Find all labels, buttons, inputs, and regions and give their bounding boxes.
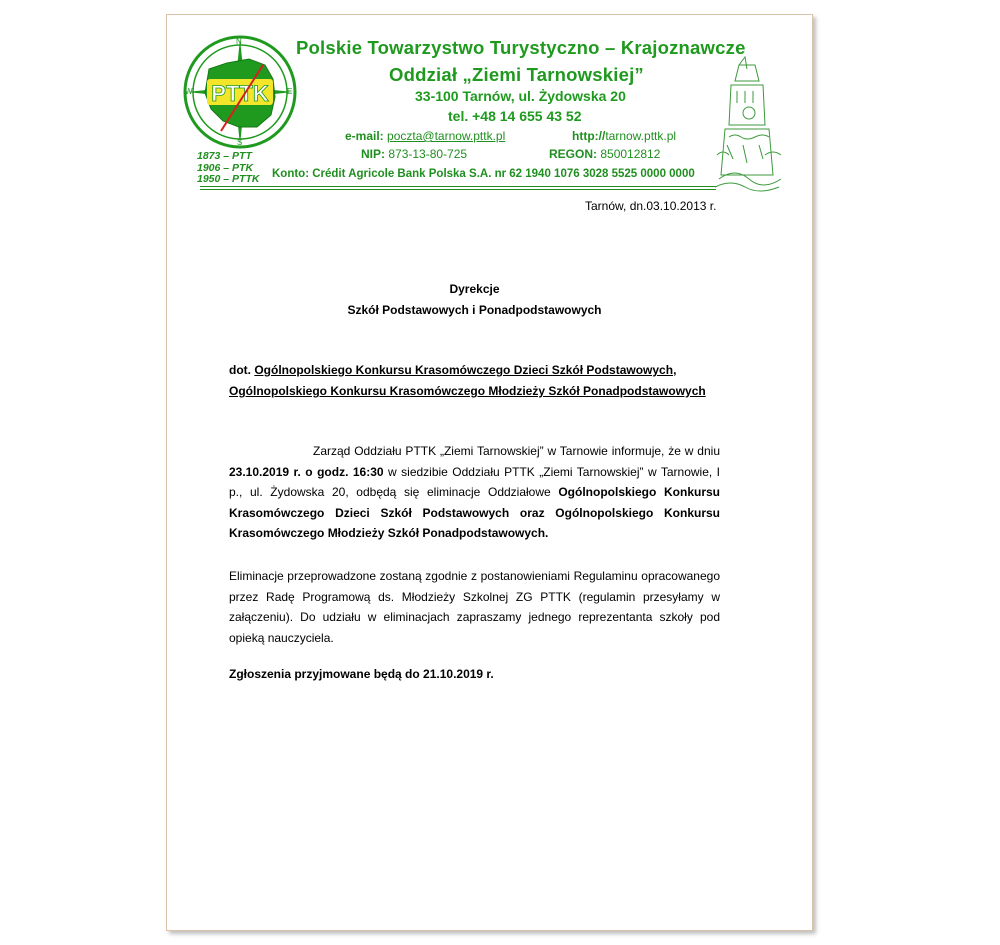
- history-list: [197, 151, 259, 186]
- svg-text:PTTK: PTTK: [211, 81, 269, 106]
- paragraph-1: [229, 441, 720, 544]
- paragraph-2: Eliminacje przeprowadzone zostaną zgodnie z postanowieniami Regulaminu opracowanego przez Radę Programową ds. Młodzieży Szkolnej ZG PTTK (regulamin przesyłamy w załączeniu). Do udziału w eliminacjach zapraszamy jednego reprezentanta szkoły pod opieką nauczyciela.: [229, 569, 720, 645]
- bank-account: Konto: Crédit Agricole Bank Polska S.A. nr 62 1940 1076 3028 5525 0000 0000: [272, 168, 695, 180]
- subject-line2: Ogólnopolskiego Konkursu Krasomówczego Młodzieży Szkół Ponadpodstawowych: [229, 384, 706, 398]
- regon-label: REGON:: [549, 147, 597, 161]
- www-link[interactable]: tarnow.pttk.pl: [605, 129, 677, 143]
- org-name: Polskie Towarzystwo Turystyczno – Krajoznawcze: [296, 37, 746, 58]
- regon-line: [549, 147, 660, 161]
- recipient-line2: Szkół Podstawowych i Ponadpodstawowych: [347, 303, 602, 317]
- www-label: http://: [572, 129, 606, 143]
- document-page: [166, 14, 813, 931]
- subject-line1: Ogólnopolskiego Konkursu Krasomówczego Dzieci Szkół Podstawowych,: [254, 363, 677, 377]
- recipient-line1: Dyrekcje: [449, 282, 500, 296]
- p1-bold-1: 23.10.2019 r. o godz. 16:30: [229, 464, 384, 479]
- header-divider: [200, 186, 716, 187]
- www-line: [572, 129, 676, 143]
- compass-w: W: [185, 87, 193, 96]
- compass-s: S: [237, 138, 243, 147]
- email-line: [345, 129, 505, 143]
- history-item: 1906 – PTK: [197, 161, 254, 174]
- regon-value: 850012812: [600, 147, 661, 161]
- history-item: 1873 – PTT: [197, 150, 252, 162]
- compass-n: N: [236, 37, 242, 46]
- p1-text-2: w siedzibie Oddziału PTTK „Ziemi Tarnowskiej” w Tarnowie, I p., ul. Żydowska 20, odbędą się eliminacje Oddziałowe: [229, 464, 720, 500]
- email-label: e-mail:: [345, 129, 384, 143]
- email-link[interactable]: poczta@tarnow.pttk.pl: [387, 129, 506, 143]
- phone: tel. +48 14 655 43 52: [448, 108, 582, 124]
- header-divider: [200, 189, 716, 190]
- compass-logo-icon: [183, 35, 297, 149]
- p1-bold-2: Ogólnopolskiego Konkursu Krasomówczego Dzieci Szkół Podstawowych oraz Ogólnopolskiego Konkursu Krasomówczego Młodzieży Szkół Ponadpodstawowych.: [229, 485, 720, 541]
- pttk-logo: [183, 35, 297, 149]
- tower-icon: [715, 55, 785, 193]
- paragraph-3: Zgłoszenia przyjmowane będą do 21.10.2019 r.: [229, 667, 494, 681]
- subject-prefix: dot.: [229, 363, 255, 377]
- nip-label: NIP:: [361, 147, 385, 161]
- address: 33-100 Tarnów, ul. Żydowska 20: [415, 88, 626, 104]
- branch-name: Oddział „Ziemi Tarnowskiej”: [389, 64, 644, 85]
- compass-e: E: [287, 87, 293, 96]
- nip-value: 873-13-80-725: [388, 147, 468, 161]
- subject: [229, 360, 706, 402]
- p1-text-1: Zarząd Oddziału PTTK „Ziemi Tarnowskiej” w Tarnowie informuje, że w dniu: [313, 444, 720, 458]
- date-line: Tarnów, dn.03.10.2013 r.: [585, 199, 717, 213]
- history-item: 1950 – PTTK: [197, 173, 260, 185]
- nip-line: [361, 147, 467, 161]
- recipient: [229, 279, 720, 321]
- tower-illustration: [715, 55, 785, 193]
